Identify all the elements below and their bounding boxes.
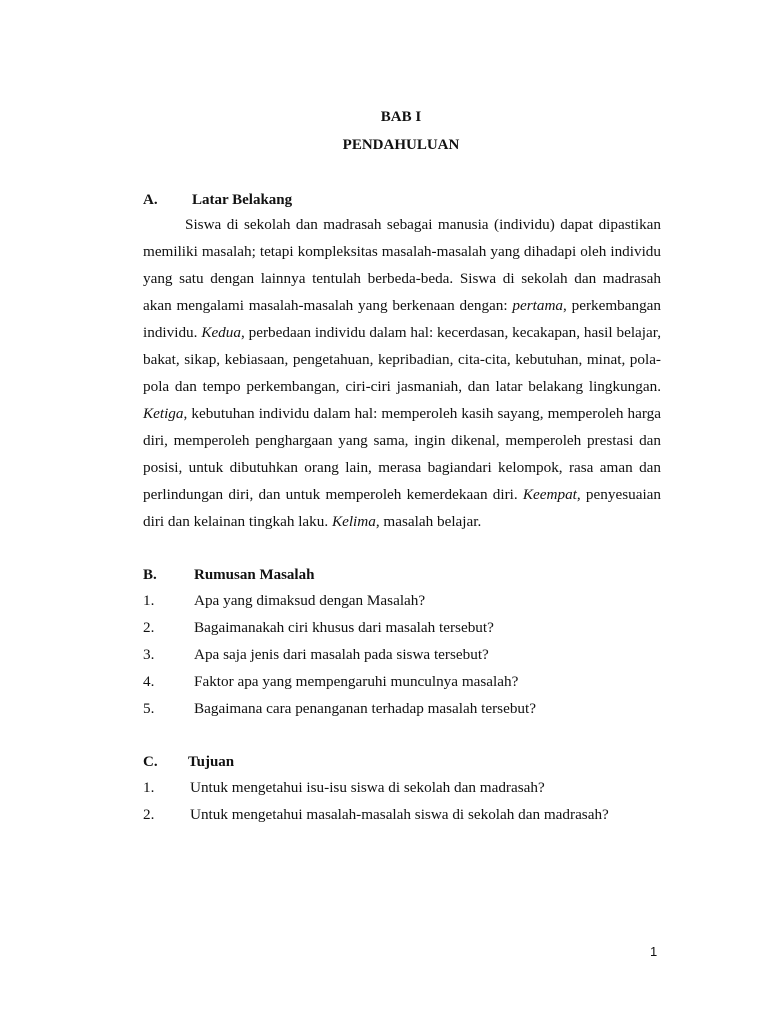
page-number: 1 — [650, 944, 658, 959]
list-item-number: 2. — [143, 619, 155, 636]
text-run: , perkembangan individu. — [143, 297, 662, 341]
text-run: Siswa di sekolah dan madrasah sebagai manusia (individu) dapat dipastikan memiliki masalah; tetapi kompleksitas masalah-masalah yang dihadapi oleh individu yang satu dengan lainnya tentulah berbeda-beda. Siswa di sekolah dan madrasah akan mengalami masalah-masalah yang berkenaan dengan: — [143, 216, 661, 314]
list-item-number: 3. — [143, 646, 155, 663]
list-item-text: Faktor apa yang mempengaruhi munculnya masalah? — [194, 673, 519, 690]
section-c-title: Tujuan — [188, 754, 235, 770]
list-item-number: 1. — [143, 779, 155, 796]
chapter-title: PENDAHULUAN — [342, 137, 460, 153]
text-run: , penyesuaian diri dan kelainan tingkah laku. — [143, 486, 661, 530]
background-paragraph — [143, 211, 661, 535]
italic-run: Kelima — [331, 513, 376, 530]
section-b-label: B. — [143, 567, 157, 583]
list-item-text: Bagaimana cara penanganan terhadap masalah tersebut? — [194, 700, 536, 717]
section-b-title: Rumusan Masalah — [194, 567, 315, 583]
italic-run: pertama — [512, 297, 564, 314]
list-item-text: Apa yang dimaksud dengan Masalah? — [194, 592, 426, 609]
list-item-text: Untuk mengetahui masalah-masalah siswa di sekolah dan madrasah? — [190, 806, 609, 823]
section-a-title: Latar Belakang — [192, 192, 293, 208]
list-item-number: 5. — [143, 700, 155, 717]
section-a-label: A. — [143, 192, 158, 208]
list-item-number: 1. — [143, 592, 155, 609]
list-item-text: Apa saja jenis dari masalah pada siswa tersebut? — [194, 646, 489, 663]
list-item-text: Bagaimanakah ciri khusus dari masalah tersebut? — [194, 619, 494, 636]
text-run: , perbedaan individu dalam hal: kecerdasan, kecakapan, hasil belajar, bakat, sikap, kebiasaan, pengetahuan, kepribadian, cita-cita, kebutuhan, minat, pola-pola dan tempo perkembangan, ciri-ciri jasmaniah, dan latar belakang lingkungan. — [143, 324, 661, 395]
chapter-number: BAB I — [380, 109, 422, 125]
list-item-number: 2. — [143, 806, 155, 823]
list-item-text: Untuk mengetahui isu-isu siswa di sekolah dan madrasah? — [190, 779, 545, 796]
italic-run: Keempat — [522, 486, 577, 503]
text-run: , kebutuhan individu dalam hal: memperoleh kasih sayang, memperoleh harga diri, memperoleh penghargaan yang sama, ingin dikenal, memperoleh prestasi dan posisi, untuk dibutuhkan orang lain, merasa bagiandari kelompok, rasa aman dan perlindungan diri, dan untuk memperoleh kemerdekaan diri. — [143, 405, 661, 503]
italic-run: Ketiga — [143, 405, 184, 422]
list-item-number: 4. — [143, 673, 155, 690]
text-run: , masalah belajar. — [375, 513, 482, 530]
section-c-label: C. — [143, 754, 158, 770]
italic-run: Kedua — [201, 324, 241, 341]
